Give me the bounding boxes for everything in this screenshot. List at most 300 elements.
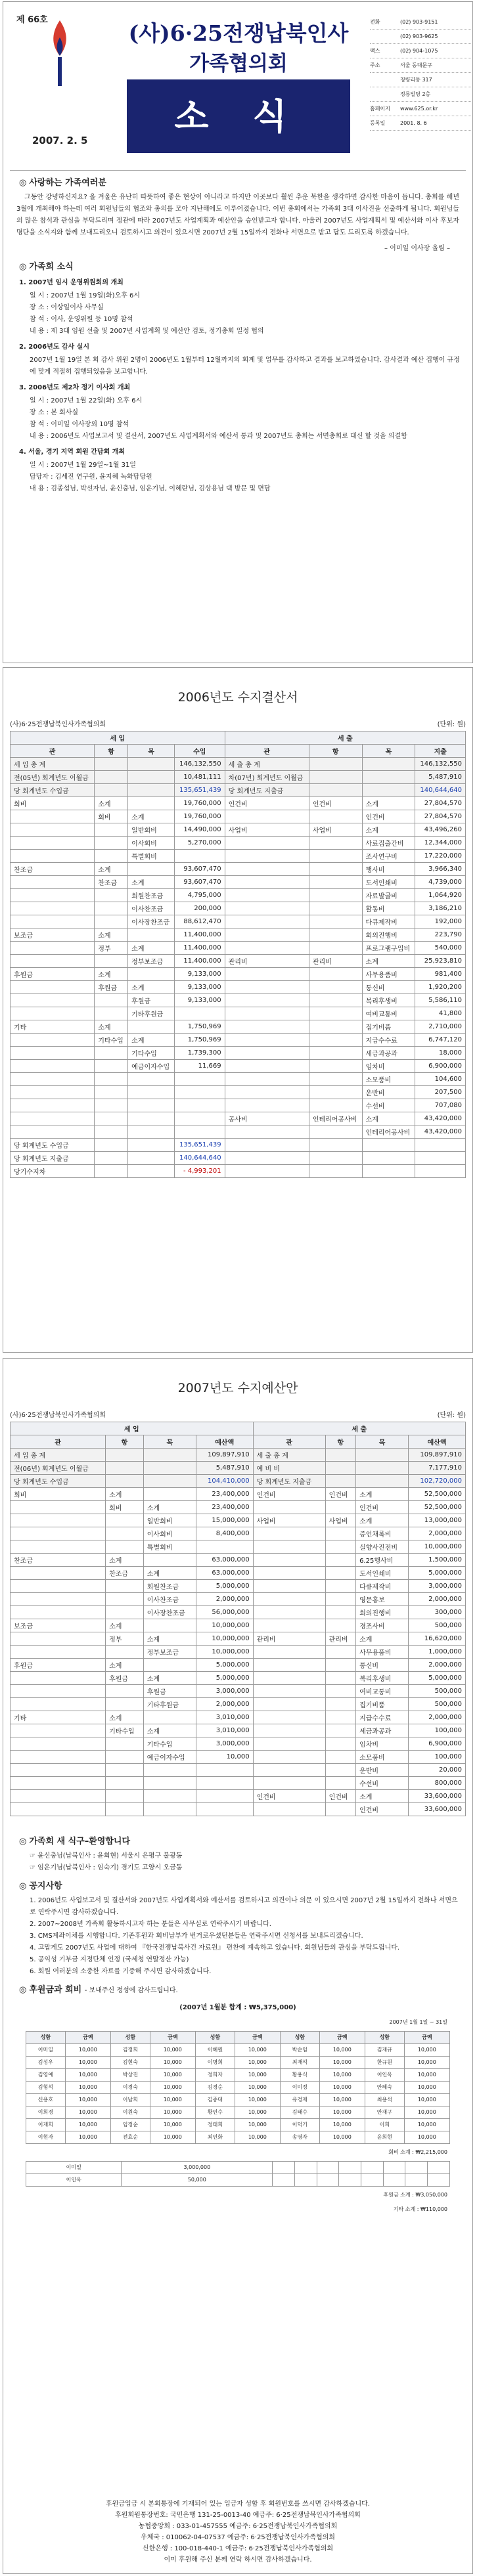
column-header: 지출 (415, 745, 466, 758)
table-cell (309, 1034, 362, 1047)
expense-header: 세 출 (225, 731, 465, 745)
table-cell (253, 1540, 325, 1554)
table-cell: 146,132,550 (415, 758, 466, 771)
table-cell: 특별회비 (143, 1540, 196, 1554)
table-header-row (11, 1422, 466, 1435)
table-cell (309, 994, 362, 1007)
table-cell: 인테리어공사비 (309, 1112, 362, 1125)
column-header: 금액 (65, 2032, 110, 2044)
notice-line: 일 시 : 2007년 1월 19일(화)오후 6시 (30, 292, 141, 299)
table-cell (128, 1139, 175, 1152)
contact-value: 정릉빌딩 2층 (400, 91, 431, 97)
table-cell (11, 1540, 106, 1554)
table-cell: 9,133,000 (174, 981, 225, 994)
table-cell (174, 1073, 225, 1086)
table-cell: 최인화 (195, 2131, 235, 2144)
table-cell (225, 1020, 309, 1034)
table-cell (11, 1672, 106, 1685)
table-cell (294, 2162, 317, 2174)
table-cell (253, 1777, 325, 1790)
table-cell (253, 1698, 325, 1711)
table-row (11, 955, 466, 968)
table-cell: 11,400,000 (174, 928, 225, 942)
column-header: 수입 (174, 745, 225, 758)
table-cell (273, 2162, 295, 2174)
table-cell (294, 2174, 317, 2187)
table-cell: 소계 (143, 1724, 196, 1737)
table-row (11, 784, 466, 797)
table-cell (196, 1540, 253, 1554)
contact-value: www.625.or.kr (400, 106, 438, 112)
support-table (26, 2161, 450, 2187)
column-header: 성함 (26, 2032, 66, 2044)
table-cell: 3,010,000 (196, 1724, 253, 1737)
table-cell: 10,000 (404, 2057, 449, 2069)
table-cell (225, 889, 309, 902)
table-cell (174, 1007, 225, 1020)
table-row (11, 1685, 466, 1698)
table-cell: 인건비 (356, 1803, 409, 1816)
table-cell: 이희 (365, 2119, 404, 2131)
table-row (11, 1632, 466, 1646)
budget-title: 2007년도 수지예산안 (177, 1381, 298, 1395)
table-cell (106, 1593, 144, 1606)
table-cell (128, 784, 175, 797)
table-cell: 임차비 (356, 1737, 409, 1751)
flame-logo-icon (47, 18, 73, 89)
table-cell (11, 1724, 106, 1737)
table-cell (143, 1488, 196, 1501)
table-cell (128, 797, 175, 810)
table-cell: 10,000 (319, 2057, 365, 2069)
table-cell (11, 1698, 106, 1711)
table-row (11, 1152, 466, 1165)
table-cell (362, 758, 415, 771)
table-cell: 이사찬조금 (128, 902, 175, 915)
donation-table (26, 2031, 450, 2144)
table-cell: 10,000 (404, 2082, 449, 2094)
table-cell: 200,000 (174, 902, 225, 915)
table-row (11, 889, 466, 902)
table-cell: 10,000 (235, 2119, 280, 2131)
table-cell: 10,000 (404, 2044, 449, 2057)
announce-item: 5. 공익성 기부금 지정단체 인정 (국세청 연말정산 가능) (30, 1956, 189, 1963)
table-cell (106, 1527, 144, 1540)
table-cell (11, 1047, 95, 1060)
table-cell: 소계 (362, 955, 415, 968)
table-cell: 당 회계년도 수입금 (11, 1475, 106, 1488)
table-cell (309, 863, 362, 876)
table-cell: 500,000 (409, 1698, 466, 1711)
table-cell: 정희자 (195, 2069, 235, 2082)
table-cell: 소계 (95, 863, 128, 876)
table-cell (143, 1554, 196, 1567)
table-cell (309, 1060, 362, 1073)
contact-key: 팩스 (370, 48, 380, 54)
table-cell: 안재구 (365, 2107, 404, 2119)
table-cell (106, 1606, 144, 1619)
support-subtotal: 후원금 소계 : ₩3,050,000 (383, 2192, 447, 2198)
table-cell: 회원찬조금 (128, 889, 175, 902)
table-cell: 146,132,550 (174, 758, 225, 771)
table-cell: - 4,993,201 (174, 1165, 225, 1178)
table-cell (405, 2174, 428, 2187)
table-cell: 2,710,000 (415, 1020, 466, 1034)
table-row (26, 2119, 450, 2131)
table-cell: 후원금 (128, 994, 175, 1007)
table-row (11, 1790, 466, 1803)
table-cell: 조사연구비 (362, 850, 415, 863)
table-cell: 윤희현 (365, 2131, 404, 2144)
notice-line: 내 용 : 김종섭님, 박선자님, 윤신충님, 임운기님, 이혜란님, 김상용님 댁 방문 및 면담 (30, 485, 271, 492)
table-cell (128, 863, 175, 876)
table-cell (11, 981, 95, 994)
table-cell: 18,000 (415, 1047, 466, 1060)
announce-item: 1. 2006년도 사업보고서 및 결산서와 2007년도 사업계획서와 예산서를 검토하시고 의견이나 의문 이 있으시면 2007년 2월 15일까지 전화나 서면으로 연락주시면 감사하겠습니다. (30, 1897, 458, 1916)
table-cell: 2,000,000 (409, 1593, 466, 1606)
approval-heading (19, 1836, 463, 1848)
table-cell: 김재규 (365, 2044, 404, 2057)
table-cell (128, 1020, 175, 1034)
table-row (11, 1060, 466, 1073)
table-row (11, 1475, 466, 1488)
table-cell (225, 1125, 309, 1139)
table-cell (106, 1764, 144, 1777)
table-cell: 기타후원금 (143, 1698, 196, 1711)
notice-line: 참 석 : 이미일 이사장외 10명 참석 (30, 421, 129, 428)
table-cell (95, 1139, 128, 1152)
table-cell (128, 1086, 175, 1099)
table-cell (253, 1803, 325, 1816)
table-cell: 소계 (362, 1112, 415, 1125)
table-cell (309, 810, 362, 823)
table-cell (325, 1672, 355, 1685)
table-cell: 일반회비 (143, 1514, 196, 1527)
table-cell: 통신비 (356, 1659, 409, 1672)
table-cell (196, 1803, 253, 1816)
table-cell (309, 928, 362, 942)
column-header: 관 (225, 745, 309, 758)
organization-subtitle: 가족협의회 (189, 52, 288, 76)
table-cell: 도서인쇄비 (356, 1567, 409, 1580)
table-cell (405, 2162, 428, 2174)
table-cell (309, 968, 362, 981)
table-cell: 박상진 (110, 2069, 150, 2082)
table-cell (225, 863, 309, 876)
table-cell (325, 1724, 355, 1737)
table-cell: 10,000,000 (196, 1646, 253, 1659)
table-cell: 이미일 (26, 2044, 66, 2057)
table-row (11, 1737, 466, 1751)
table-cell: 13,000,000 (409, 1514, 466, 1527)
table-row (11, 1073, 466, 1086)
table-cell: 10,000 (150, 2119, 195, 2131)
table-cell: 지급수수료 (362, 1034, 415, 1047)
table-cell (143, 1803, 196, 1816)
table-cell: 500,000 (409, 1685, 466, 1698)
notice-title: 4. 서울, 경기 지역 회원 간담회 개최 (19, 448, 125, 456)
column-header: 관 (11, 745, 95, 758)
table-cell (325, 1606, 355, 1619)
table-cell (309, 902, 362, 915)
table-cell: 33,600,000 (409, 1790, 466, 1803)
table-cell: 3,000,000 (196, 1737, 253, 1751)
table-cell (11, 1527, 106, 1540)
table-cell (106, 1698, 144, 1711)
table-cell: 10,000 (65, 2057, 110, 2069)
table-cell: 당기수지차 (11, 1165, 95, 1178)
greeting-body: 그동안 강녕하신지요? 올 겨울은 유난히 따뜻하여 좋은 현상이 아니라고 하지만 이곳보다 훨씬 추운 북한을 생각하면 감사한 마음이 듭니다. 총회를 해년3월에 개최해야 하는데 여러 회원님들의 협조와 총의를 모아 지난해에도 이루어졌습니다. 이번 총회에서는 가족회 3대 이사진을 선출하게 됩니다. 회원님들의 많은 참석과 관심을 부탁드리며 정관에 따라 2007년도 사업계획과 예산안을 승인받고자 합니다. 아울러 2007년도 사업계획서 및 예산서와 이사 후보자 명단을 소식지와 함께 보내드리오니 검토하시고 의견이 있으시면 2007년 2월 15일까지 전화나 서면으로 받고 답도 드리도록 하겠습니다. (16, 194, 459, 236)
table-cell (309, 1020, 362, 1034)
notice-line: 일 시 : 2007년 1월 22일(화) 오후 6시 (30, 397, 143, 404)
table-cell (356, 1462, 409, 1475)
table-cell: 140,644,640 (415, 784, 466, 797)
table-cell (309, 758, 362, 771)
table-cell: 이사장찬조금 (143, 1606, 196, 1619)
column-header: 금액 (404, 2032, 449, 2044)
table-cell (225, 902, 309, 915)
table-cell (95, 1125, 128, 1139)
table-cell: 박순임 (280, 2044, 319, 2057)
table-cell (309, 1125, 362, 1139)
table-cell (309, 889, 362, 902)
contact-value: 2001. 8. 6 (400, 120, 427, 126)
table-row (11, 981, 466, 994)
table-cell: 10,000 (235, 2057, 280, 2069)
table-row (11, 1449, 466, 1462)
table-cell: 3,010,000 (196, 1711, 253, 1724)
table-cell (362, 1139, 415, 1152)
table-row (26, 2082, 450, 2094)
table-cell: 10,000 (65, 2094, 110, 2107)
table-cell: 3,186,210 (415, 902, 466, 915)
table-cell (106, 1803, 144, 1816)
table-cell: 10,000 (65, 2131, 110, 2144)
table-cell: 사무용품비 (356, 1646, 409, 1659)
table-cell: 16,620,000 (409, 1632, 466, 1646)
announce-item: 3. CMS계좌이체를 시행합니다. 기존후원과 회비납부가 번거로우셨던분들은 연락주시면 신청서를 보내드리겠습니다. (30, 1932, 363, 1940)
notice-item (12, 277, 463, 338)
donation-list (26, 2002, 450, 2216)
column-header: 목 (143, 1435, 196, 1449)
table-cell: 김현숙 (110, 2057, 150, 2069)
table-row (11, 994, 466, 1007)
table-cell: 소계 (106, 1619, 144, 1632)
notice-line: 담당자 : 김세진 연구원, 윤지혜 녹화담당원 (30, 473, 152, 481)
table-cell: 10,000 (404, 2119, 449, 2131)
table-cell (225, 1073, 309, 1086)
table-cell (174, 1112, 225, 1125)
table-cell: 예금이자수입 (143, 1751, 196, 1764)
table-cell: 이덕기 (280, 2119, 319, 2131)
table-row (11, 915, 466, 928)
table-cell: 11,669 (174, 1060, 225, 1073)
table-cell (95, 1007, 128, 1020)
settlement-unit: (단위: 원) (437, 721, 466, 728)
table-cell: 10,000 (235, 2082, 280, 2094)
table-cell (253, 1751, 325, 1764)
table-cell: 김성우 (26, 2057, 66, 2069)
table-cell: 세 입 총 계 (11, 1449, 106, 1462)
table-cell: 이인옥 (26, 2174, 122, 2187)
table-cell (362, 1165, 415, 1178)
table-cell (325, 1777, 355, 1790)
table-cell: 88,612,470 (174, 915, 225, 928)
table-cell (356, 1475, 409, 1488)
notices-heading (19, 261, 463, 273)
table-cell: 소계 (143, 1632, 196, 1646)
table-cell: 이사장찬조금 (128, 915, 175, 928)
table-cell: 기타수입 (95, 1034, 128, 1047)
table-row (11, 810, 466, 823)
table-cell: 수선비 (356, 1777, 409, 1790)
table-cell (143, 1790, 196, 1803)
table-cell: 1,750,969 (174, 1034, 225, 1047)
table-row (11, 1777, 466, 1790)
table-cell (11, 1099, 95, 1112)
table-cell: 25,923,810 (415, 955, 466, 968)
table-cell: 인건비 (253, 1488, 325, 1501)
table-cell: 관리비 (325, 1632, 355, 1646)
table-cell: 운반비 (356, 1764, 409, 1777)
table-cell (11, 1632, 106, 1646)
table-cell: 차(07년) 회계년도 이월금 (225, 771, 309, 784)
table-cell (325, 1540, 355, 1554)
table-cell (11, 994, 95, 1007)
table-cell: 6.25행사비 (356, 1554, 409, 1567)
table-row (11, 928, 466, 942)
table-row (11, 1803, 466, 1816)
table-cell: 인건비 (309, 797, 362, 810)
table-cell: 소계 (128, 942, 175, 955)
table-cell: 예금이자수입 (128, 1060, 175, 1073)
masthead (10, 6, 466, 171)
table-cell: 10,000 (404, 2107, 449, 2119)
table-cell: 특별회비 (128, 850, 175, 863)
table-cell: 1,500,000 (409, 1554, 466, 1567)
table-cell: 소모품비 (362, 1073, 415, 1086)
table-cell: 10,000 (319, 2044, 365, 2057)
table-cell (309, 1099, 362, 1112)
table-cell (415, 1139, 466, 1152)
table-cell (95, 1073, 128, 1086)
table-cell: 1,920,200 (415, 981, 466, 994)
table-cell (95, 1152, 128, 1165)
table-cell (106, 1777, 144, 1790)
notice-line: 일 시 : 2007년 1월 29일~1월 31일 (30, 462, 137, 469)
table-cell (253, 1554, 325, 1567)
table-cell (143, 1711, 196, 1724)
table-cell: 소모품비 (356, 1751, 409, 1764)
table-cell (11, 1580, 106, 1593)
table-cell: 당 회계년도 수입금 (11, 1139, 95, 1152)
table-cell: 회원찬조금 (143, 1580, 196, 1593)
table-cell: 10,000 (404, 2131, 449, 2144)
table-cell: 소계 (106, 1659, 144, 1672)
table-cell (106, 1751, 144, 1764)
column-header: 항 (309, 745, 362, 758)
table-cell (253, 1580, 325, 1593)
table-cell: 소계 (106, 1488, 144, 1501)
table-cell: 당 회계년도 지출금 (11, 1152, 95, 1165)
table-cell: 관리비 (309, 955, 362, 968)
table-cell (106, 1514, 144, 1527)
announce-heading-text: 공지사항 (29, 1881, 62, 1891)
table-cell: 전효순 (110, 2131, 150, 2144)
table-cell (174, 850, 225, 863)
table-cell (309, 1073, 362, 1086)
table-cell: 회비 (106, 1501, 144, 1514)
table-cell: 1,000,000 (409, 1646, 466, 1659)
table-cell (325, 1751, 355, 1764)
table-cell (11, 955, 95, 968)
table-cell (95, 758, 128, 771)
contact-key: 주소 (370, 62, 380, 68)
table-cell (253, 1501, 325, 1514)
table-cell: 15,000,000 (196, 1514, 253, 1527)
table-cell (95, 771, 128, 784)
column-header: 금액 (319, 2032, 365, 2044)
table-cell: 사업비 (253, 1514, 325, 1527)
table-cell (309, 1152, 362, 1165)
table-cell: 140,644,640 (174, 1152, 225, 1165)
donation-subtotal: 회비 소계 : ₩2,215,000 (388, 2149, 447, 2155)
table-cell: 43,496,260 (415, 823, 466, 837)
table-cell (11, 1685, 106, 1698)
table-row (26, 2162, 450, 2174)
table-cell: 10,000 (319, 2082, 365, 2094)
table-cell: 기타수입 (128, 1047, 175, 1060)
settlement-title: 2006년도 수지결산서 (177, 690, 298, 705)
table-cell: 10,000,000 (196, 1619, 253, 1632)
table-cell: 증언채록비 (356, 1527, 409, 1540)
table-cell: 김영예 (26, 2069, 66, 2082)
table-cell: 5,270,000 (174, 837, 225, 850)
table-cell: 소계 (356, 1488, 409, 1501)
settlement-table (10, 731, 466, 1178)
table-cell: 이사회비 (143, 1527, 196, 1540)
table-cell (11, 1514, 106, 1527)
table-cell (253, 1724, 325, 1737)
table-row (11, 1672, 466, 1685)
table-cell: 109,897,910 (409, 1449, 466, 1462)
table-cell: 소계 (143, 1672, 196, 1685)
table-cell: 한규원 (365, 2057, 404, 2069)
table-row (11, 850, 466, 863)
table-cell: 세 출 총 계 (253, 1449, 325, 1462)
table-cell: 이미일 (26, 2162, 122, 2174)
table-cell: 135,651,439 (174, 1139, 225, 1152)
table-cell (128, 1125, 175, 1139)
table-cell: 23,400,000 (196, 1501, 253, 1514)
contact-key: 전화 (370, 19, 380, 25)
footer (3, 2499, 472, 2565)
table-cell: 93,607,470 (174, 876, 225, 889)
table-cell (11, 810, 95, 823)
table-row (11, 823, 466, 837)
table-cell: 세 입 총 계 (11, 758, 95, 771)
table-cell (95, 1165, 128, 1178)
table-cell: 이희경 (26, 2107, 66, 2119)
bottom-section (12, 1836, 463, 2216)
table-cell: 2,000,000 (409, 1659, 466, 1672)
table-row (11, 942, 466, 955)
table-cell (11, 1007, 95, 1020)
table-cell: 송영자 (280, 2131, 319, 2144)
table-cell (106, 1449, 144, 1462)
table-cell: 사업비 (325, 1514, 355, 1527)
table-cell: 23,400,000 (196, 1488, 253, 1501)
